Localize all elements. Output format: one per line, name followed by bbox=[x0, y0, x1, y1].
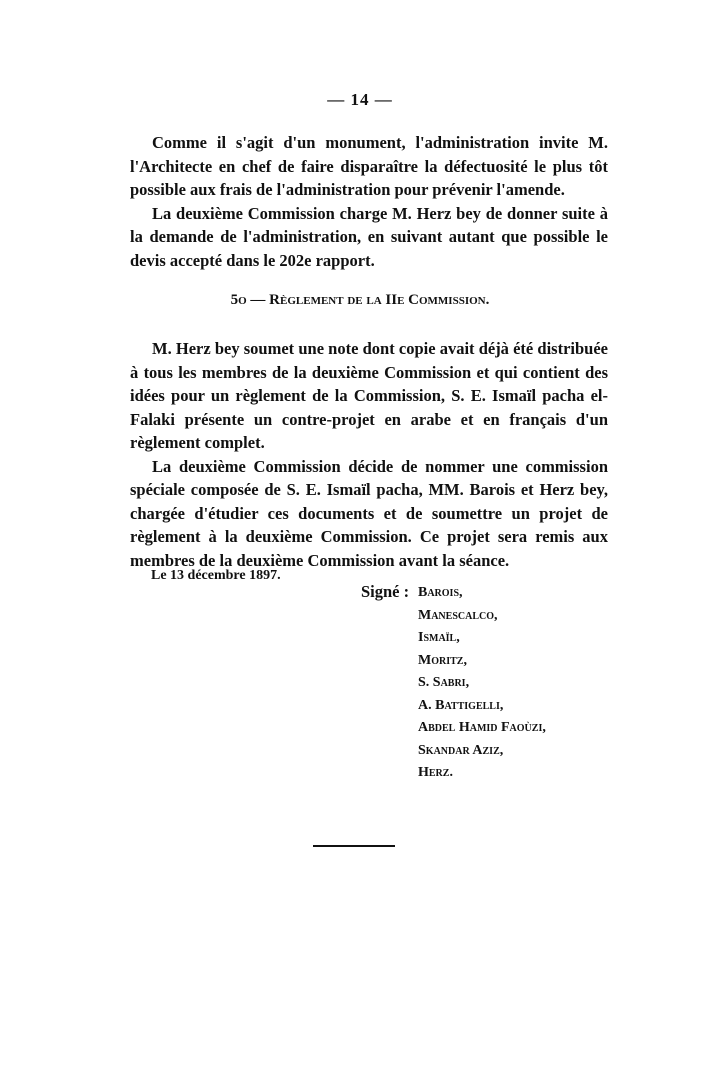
signatory-name: Skandar Aziz, bbox=[418, 742, 504, 758]
signatory-list bbox=[418, 582, 546, 785]
signatory-name: Herz. bbox=[418, 765, 453, 780]
signatory-name: Ismaïl, bbox=[418, 630, 460, 645]
section-heading: 5o — Règlement de la IIe Commission. bbox=[230, 292, 490, 308]
page-number: — 14 — bbox=[327, 90, 393, 109]
paragraph-commission-charge: La deuxième Commission charge M. Herz bey de donner suite à la demande de l'administration, en suivant autant que possible le devis accepté dans le 202e rapport. bbox=[130, 203, 608, 270]
closing-divider bbox=[313, 845, 395, 847]
signatory-name: Moritz, bbox=[418, 652, 467, 668]
paragraph-monument: Comme il s'agit d'un monument, l'administration invite M. l'Architecte en chef de faire disparaître la défectuosité le plus tôt possible aux frais de l'administration pour prévenir l'amende. bbox=[130, 133, 608, 199]
signatory-name: Barois, bbox=[418, 585, 463, 600]
signed-label: Signé : bbox=[361, 582, 410, 601]
text-block-bottom bbox=[130, 337, 608, 572]
text-block-top bbox=[130, 131, 608, 272]
paragraph-special-commission: La deuxième Commission décide de nommer une commission spéciale composée de S. E. Ismaïl pacha, MM. Barois et Herz bey, chargée d'étudier ces documents et de soumettre un projet de règlement à la deuxième Commission. Ce projet sera remis aux membres de la deuxième Commission avant la séance. bbox=[130, 456, 608, 570]
document-date: Le 13 décembre 1897. bbox=[151, 568, 281, 583]
signatory-name: S. Sabri, bbox=[418, 675, 470, 690]
signatory-name: Abdel Hamid Faoùzi, bbox=[418, 720, 546, 735]
signatory-name: Manescalco, bbox=[418, 607, 498, 623]
signatory-name: A. Battigelli, bbox=[418, 697, 504, 713]
paragraph-herz-note: M. Herz bey soumet une note dont copie avait déjà été distribuée à tous les membres de la deuxième Commission et qui contient des idées pour un règlement de la Commission, S. E. Ismaïl pacha el-Falaki présente un contre-projet en arabe et en français d'un règlement complet. bbox=[130, 339, 608, 452]
